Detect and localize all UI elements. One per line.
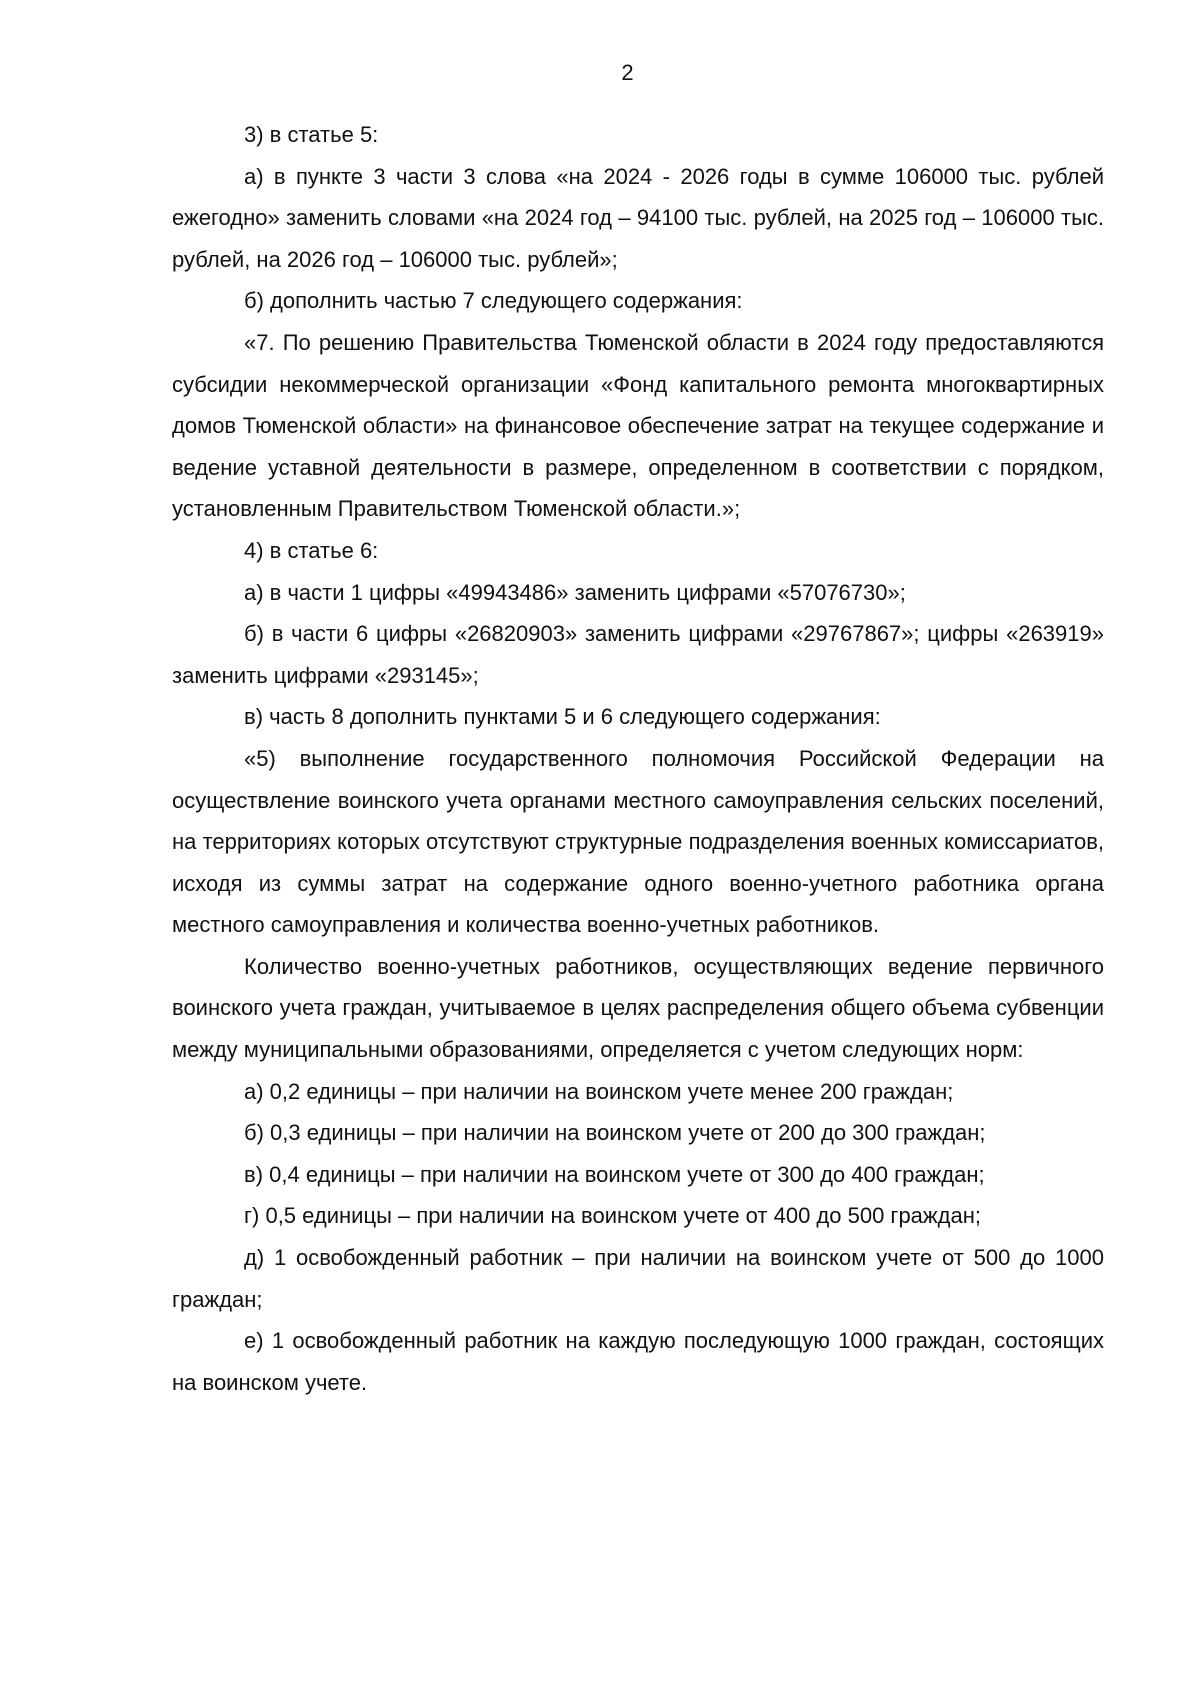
paragraph-article-6-b: б) в части 6 цифры «26820903» заменить цифрами «29767867»; цифры «263919» заменить цифрами «293145»; [172, 621, 1104, 688]
paragraph-article-6-v: в) часть 8 дополнить пунктами 5 и 6 следующего содержания: [244, 704, 881, 730]
paragraph-item-5: «5) выполнение государственного полномочия Российской Федерации на осуществление воинского учета органами местного самоуправления сельских поселений, на территориях которых отсутствуют структурные подразделения военных комиссариатов, исходя из суммы затрат на содержание одного военно-учетного работника органа местного самоуправления и количества военно-учетных работников. [172, 745, 1104, 938]
paragraph-article-6: 4) в статье 6: [244, 537, 379, 563]
paragraph-staff-count: Количество военно-учетных работников, осуществляющих ведение первичного воинского учета граждан, учитываемое в целях распределения общего объема субвенции между муниципальными образованиями, определяется с учетом следующих норм: [172, 953, 1104, 1063]
norm-item-v: в) 0,4 единицы – при наличии на воинском учете от 300 до 400 граждан; [244, 1161, 985, 1187]
paragraph-article-5-a: а) в пункте 3 части 3 слова «на 2024 - 2026 годы в сумме 106000 тыс. рублей ежегодно» заменить словами «на 2024 год – 94100 тыс. рублей, на 2025 год – 106000 тыс. рублей, на 2026 год – 106000 тыс. рублей»; [172, 163, 1104, 272]
norm-item-d: д) 1 освобожденный работник – при наличии на воинском учете от 500 до 1000 граждан; [172, 1245, 1104, 1312]
document-body [172, 114, 1104, 1403]
paragraph-article-6-a: а) в части 1 цифры «49943486» заменить цифрами «57076730»; [244, 579, 906, 605]
paragraph-article-5-b: б) дополнить частью 7 следующего содержания: [244, 288, 743, 314]
norm-item-a: а) 0,2 единицы – при наличии на воинском учете менее 200 граждан; [244, 1078, 954, 1104]
page-number: 2 [621, 60, 634, 85]
paragraph-article-5: 3) в статье 5: [244, 122, 379, 147]
norm-item-g: г) 0,5 единицы – при наличии на воинском учете от 400 до 500 граждан; [244, 1203, 981, 1229]
paragraph-part-7: «7. По решению Правительства Тюменской области в 2024 году предоставляются субсидии некоммерческой организации «Фонд капитального ремонта многоквартирных домов Тюменской области» на финансовое обеспечение затрат на текущее содержание и ведение уставной деятельности в размере, определенном в соответствии с порядком, установленным Правительством Тюменской области.»; [172, 329, 1104, 522]
norm-item-b: б) 0,3 единицы – при наличии на воинском учете от 200 до 300 граждан; [244, 1120, 986, 1146]
norm-item-e: е) 1 освобожденный работник на каждую последующую 1000 граждан, состоящих на воинском учете. [172, 1328, 1104, 1395]
